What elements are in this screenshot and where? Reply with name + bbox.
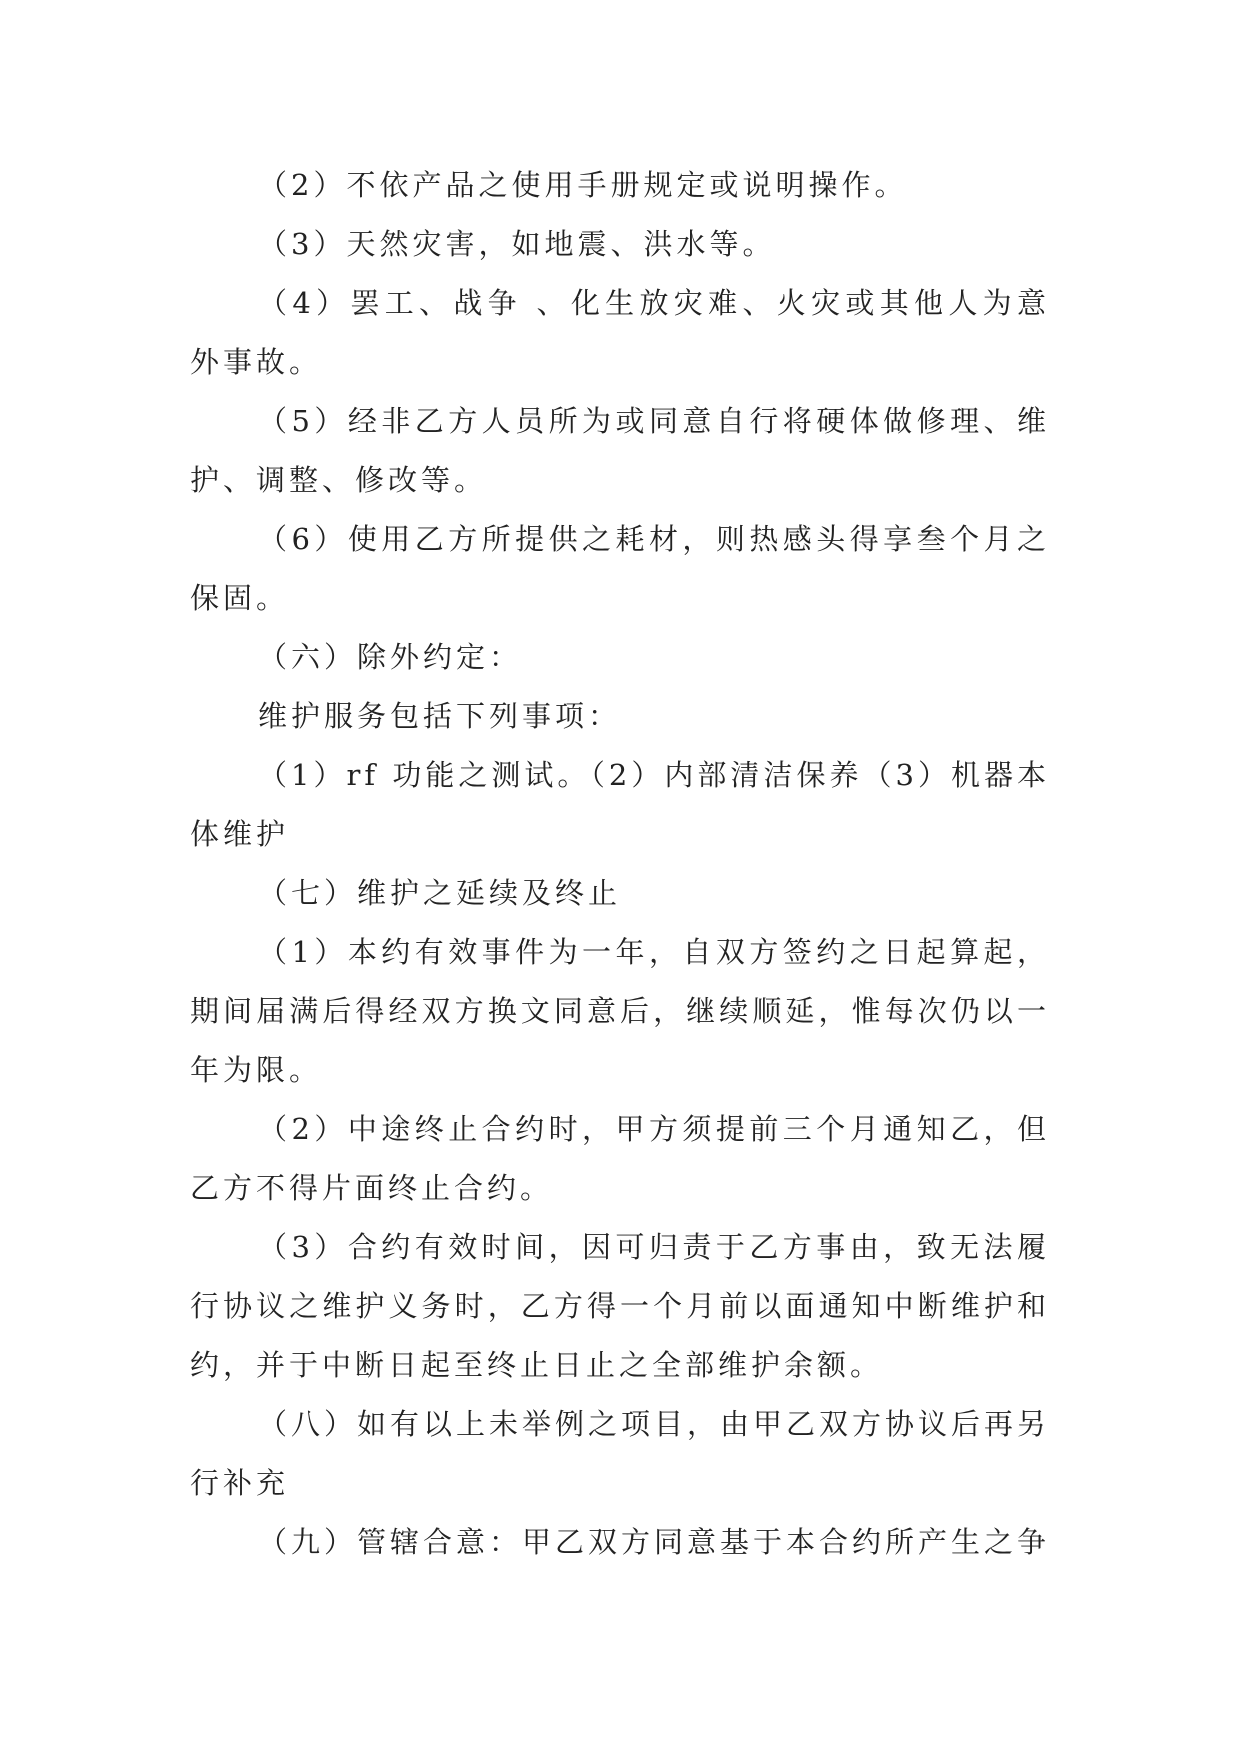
paragraph-breach-termination: （3）合约有效时间，因可归责于乙方事由，致无法履行协议之维护义务时，乙方得一个月前以面通知中断维护和约，并于中断日起至终止日止之全部维护余额。 [190, 1230, 1050, 1382]
paragraph-early-termination: （2）中途终止合约时，甲方须提前三个月通知乙，但乙方不得片面终止合约。 [190, 1112, 1050, 1205]
paragraph-item-5-unauthorized-repair: （5）经非乙方人员所为或同意自行将硬体做修理、维护、调整、修改等。 [190, 404, 1050, 497]
paragraph-item-6-consumables: （6）使用乙方所提供之耗材，则热感头得享叁个月之保固。 [190, 522, 1050, 615]
section-heading-exclusions: （六）除外约定： [258, 640, 523, 674]
paragraph-service-scope: 维护服务包括下列事项： [258, 699, 622, 733]
paragraph-term-one-year: （1）本约有效事件为一年，自双方签约之日起算起，期间届满后得经双方换文同意后，继续顺延，惟每次仍以一年为限。 [190, 935, 1050, 1087]
paragraph-item-3-natural-disaster: （3）天然灾害，如地震、洪水等。 [258, 227, 776, 261]
section-heading-renewal-termination: （七）维护之延续及终止 [258, 876, 622, 910]
document-body [190, 156, 1050, 1572]
paragraph-service-items: （1）rf 功能之测试。（2）内部清洁保养（3）机器本体维护 [190, 758, 1050, 851]
paragraph-item-4-accidents: （4）罢工、战争 、化生放灾难、火灾或其他人为意外事故。 [190, 286, 1050, 379]
paragraph-item-2-manual: （2）不依产品之使用手册规定或说明操作。 [258, 168, 908, 202]
section-heading-jurisdiction: （九）管辖合意：甲乙双方同意基于本合约所产生之争 [258, 1525, 1051, 1559]
section-heading-supplement: （八）如有以上未举例之项目，由甲乙双方协议后再另行补充 [190, 1407, 1051, 1500]
